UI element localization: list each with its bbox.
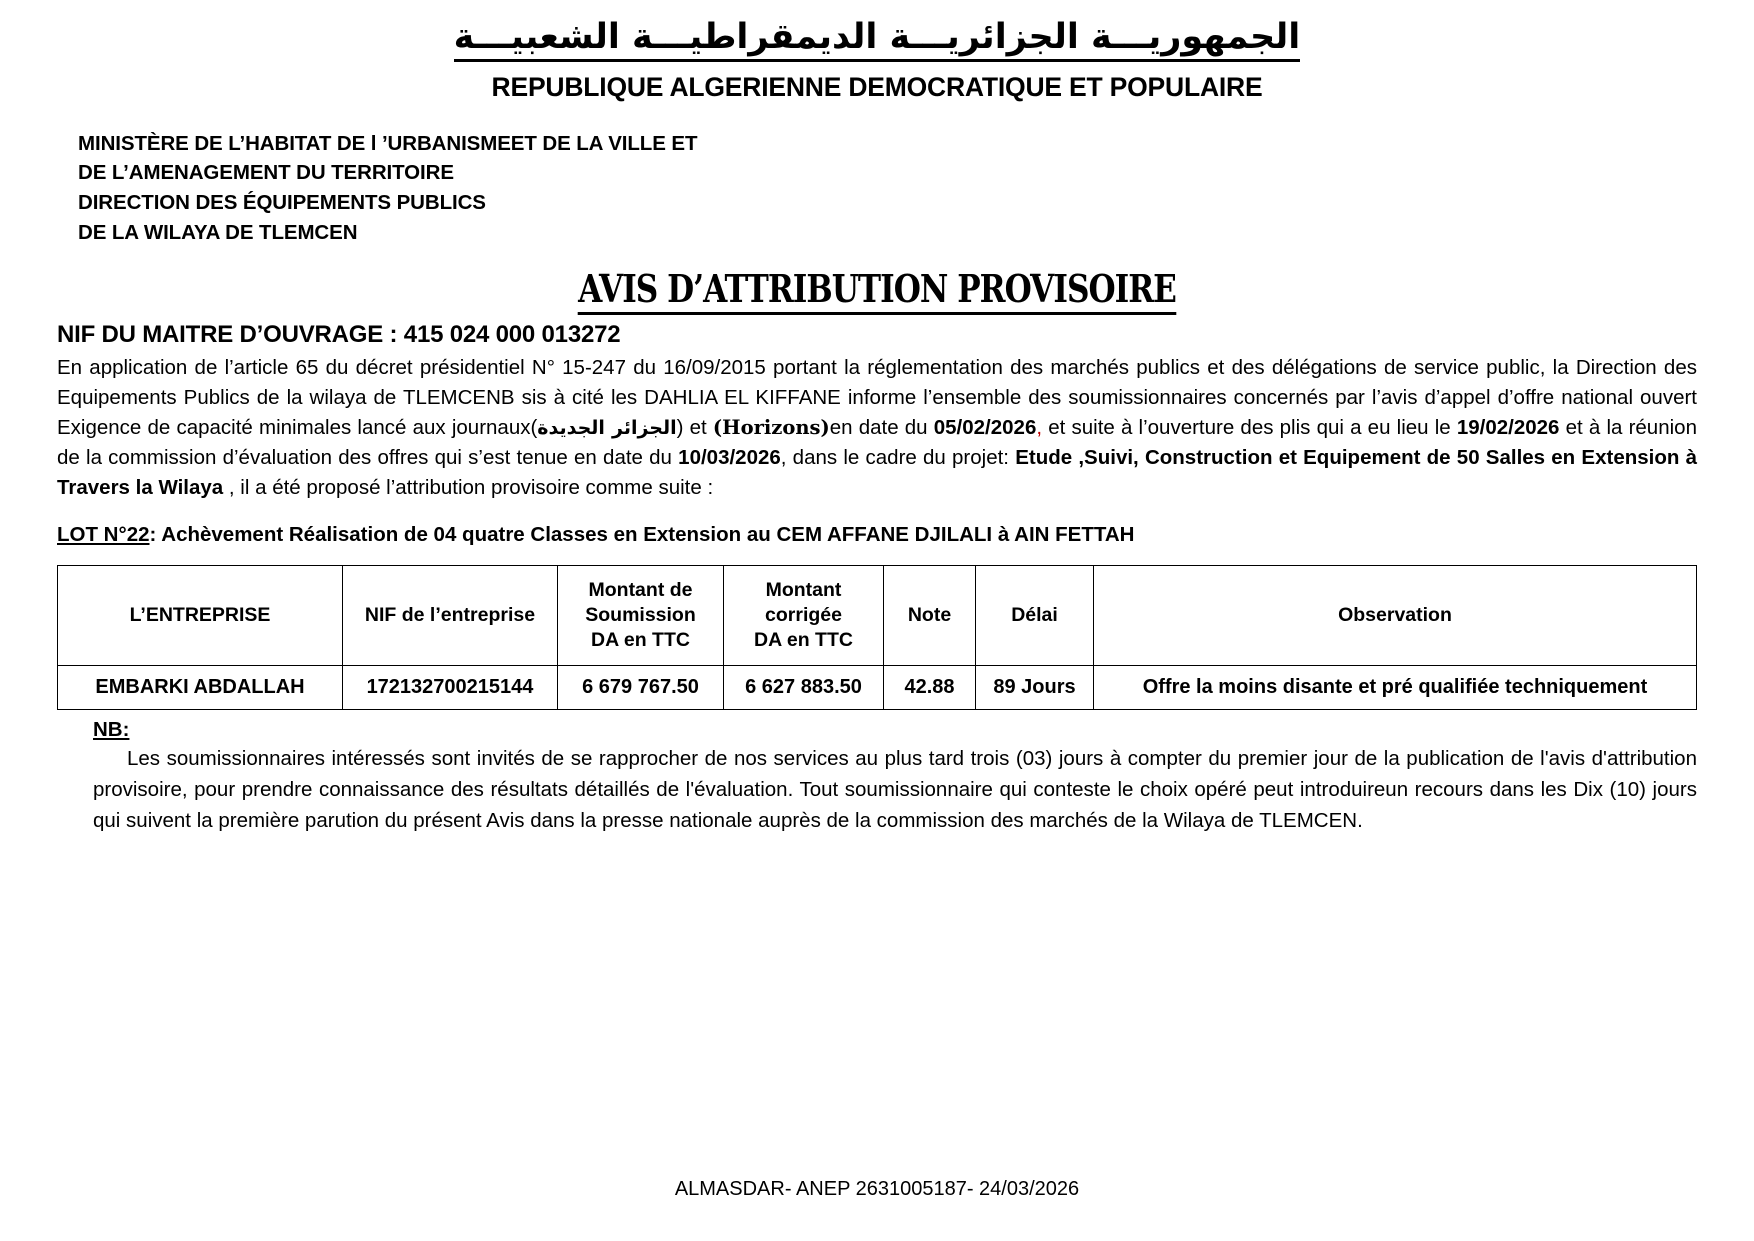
intro-segment-4: et suite à l’ouverture des plis qui a eu lieu le xyxy=(1042,415,1457,439)
date-evaluation: 10/03/2026 xyxy=(678,446,781,469)
col-header-nif: NIF de l’entreprise xyxy=(343,566,558,666)
col-header-montant-corrigee-l1: Montant xyxy=(765,578,842,601)
document-title xyxy=(158,266,1596,311)
lot-description: : Achèvement Réalisation de 04 quatre Classes en Extension au CEM AFFANE DJILALI à AIN FETTAH xyxy=(149,523,1135,547)
col-header-montant-soumission-l3: DA en TTC xyxy=(591,629,690,652)
journal-french-name: (Horizons) xyxy=(712,415,830,439)
nif-maitre-ouvrage: NIF DU MAITRE D’OUVRAGE : 415 024 000 013272 xyxy=(57,320,621,348)
ministry-line-3: DIRECTION DES ÉQUIPEMENTS PUBLICS xyxy=(78,191,486,215)
col-header-montant-corrigee-l2: corrigée xyxy=(765,604,842,627)
table-header-row xyxy=(58,566,1697,666)
arabic-republic-title-text: الجمهوريـــة الجزائريـــة الديمقراطيـــة الشعبيـــة xyxy=(454,17,1301,62)
intro-segment-3: en date du xyxy=(829,415,934,439)
lot-line xyxy=(57,523,1697,547)
lot-number: LOT N°22 xyxy=(57,523,150,547)
col-header-entreprise: L’ENTREPRISE xyxy=(58,566,343,666)
intro-segment-6: , dans le cadre du projet: xyxy=(780,446,1016,469)
ministry-line-1: MINISTÈRE DE L’HABITAT DE l ’URBANISMEET DE LA VILLE ET xyxy=(78,131,698,155)
cell-nif: 172132700215144 xyxy=(343,666,558,710)
date-parution: 05/02/2026 xyxy=(933,415,1037,439)
attribution-table xyxy=(57,565,1697,710)
col-header-observation: Observation xyxy=(1094,566,1697,666)
ministry-block xyxy=(78,129,1754,248)
col-header-delai: Délai xyxy=(976,566,1094,666)
col-header-montant-corrigee xyxy=(724,566,884,666)
col-header-montant-corrigee-l3: DA en TTC xyxy=(754,629,853,652)
col-header-montant-soumission xyxy=(558,566,724,666)
date-ouverture-plis: 19/02/2026 xyxy=(1456,415,1560,439)
intro-paragraph xyxy=(57,353,1697,504)
document-title-text: AVIS D’ATTRIBUTION PROVISOIRE xyxy=(578,266,1176,315)
project-name: Etude ,Suivi, Construction et Equipement de 50 Salles en Extension à Travers la Wilaya xyxy=(57,446,1697,500)
cell-montant-corrige: 6 627 883.50 xyxy=(724,666,884,710)
ministry-line-4: DE LA WILAYA DE TLEMCEN xyxy=(78,220,358,244)
col-header-note: Note xyxy=(884,566,976,666)
cell-note: 42.88 xyxy=(884,666,976,710)
intro-segment-7: , il a été proposé l’attribution provisoire comme suite : xyxy=(223,476,714,500)
cell-delai: 89 Jours xyxy=(976,666,1094,710)
intro-segment-1: En application de l’article 65 du décret présidentiel N° 15-247 du 16/09/2015 portant la réglementation des marchés publics et des délégations de service public, la Direction des Equipements Publics de la wilaya de TLEMCENB sis à cité les DAHLIA EL KIFFANE informe l’ensemble des soumissionnaires concernés par l’avis d’appel d’offre national ouvert Exigence de capacité minimales lancé aux journaux( xyxy=(57,355,1697,439)
arabic-republic-title xyxy=(0,0,1754,60)
footer-reference: ALMASDAR- ANEP 2631005187- 24/03/2026 xyxy=(674,1178,1080,1200)
table-row xyxy=(58,666,1697,710)
red-comma: , xyxy=(1036,415,1043,439)
journal-arabic-name: الجزائر الجديدة xyxy=(537,416,677,439)
cell-entreprise: EMBARKI ABDALLAH xyxy=(58,666,343,710)
intro-segment-2: ) et xyxy=(676,415,713,439)
intro-segment-5: et à la réunion de la commission d’évaluation des offres qui s’est tenue en date du xyxy=(57,415,1697,469)
cell-montant-soumission: 6 679 767.50 xyxy=(558,666,724,710)
cell-observation: Offre la moins disante et pré qualifiée techniquement xyxy=(1094,666,1697,710)
col-header-montant-soumission-l1: Montant de xyxy=(588,578,693,601)
ministry-line-2: DE L’AMENAGEMENT DU TERRITOIRE xyxy=(78,161,454,185)
nb-label: NB: xyxy=(93,718,130,742)
republic-title-fr: REPUBLIQUE ALGERIENNE DEMOCRATIQUE ET POPULAIRE xyxy=(491,71,1263,102)
nb-text: Les soumissionnaires intéressés sont invités de se rapprocher de nos services au plus tard trois (03) jours à compter du premier jour de la publication de l'avis d'attribution provisoire, pour prendre connaissance des résultats détaillés de l'évaluation. Tout soumissionnaire qui conteste le choix opéré peut introduireun recours dans les Dix (10) jours qui suivent la première parution du présent Avis dans la presse nationale auprès de la commission des marchés de la Wilaya de TLEMCEN. xyxy=(93,747,1697,832)
col-header-montant-soumission-l2: Soumission xyxy=(585,604,696,627)
